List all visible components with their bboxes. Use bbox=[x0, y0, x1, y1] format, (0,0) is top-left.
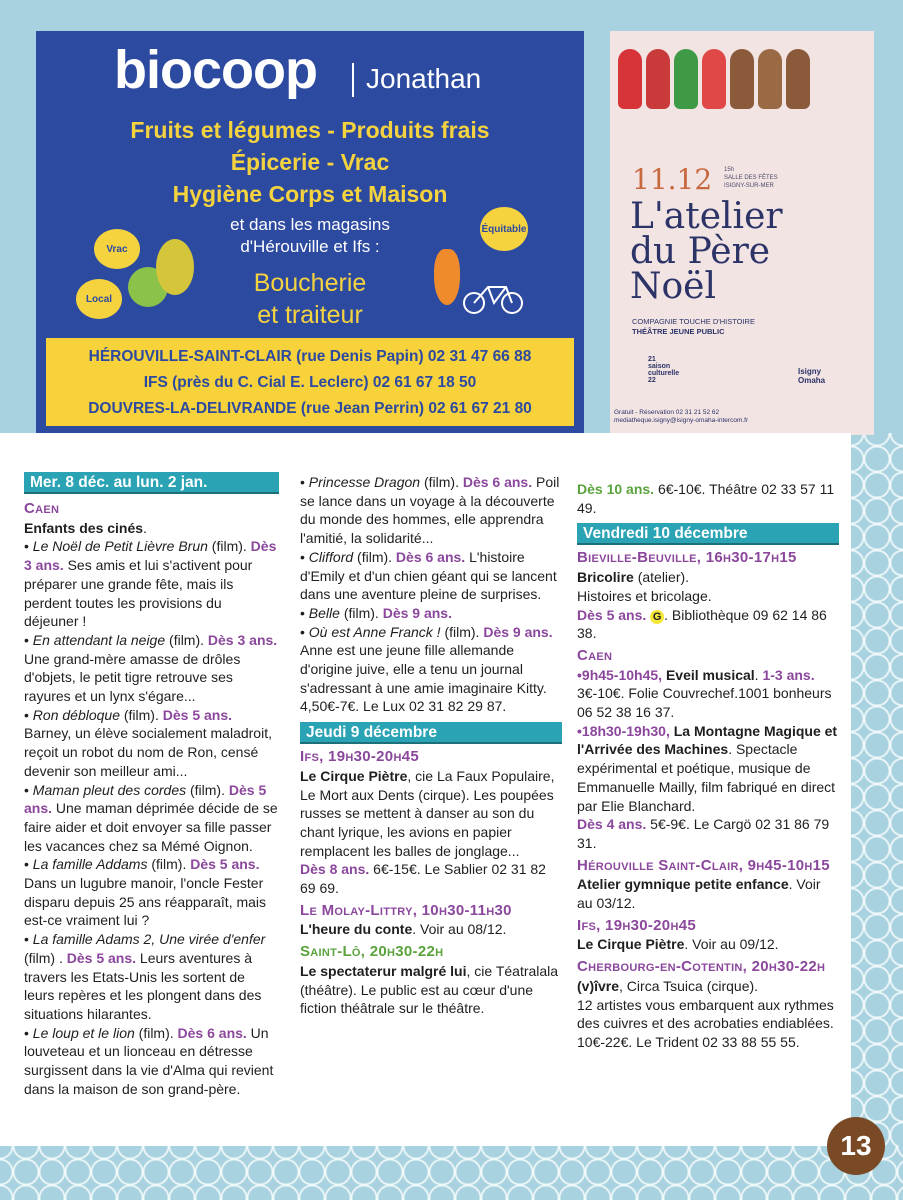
age-label: Dès 6 ans. bbox=[177, 1024, 247, 1041]
event-entry bbox=[577, 875, 839, 912]
logo-word-2: Omaha bbox=[798, 376, 826, 385]
column-3 bbox=[577, 480, 839, 1052]
age-label: Dès 5 ans. bbox=[66, 949, 137, 966]
event-description: . Voir au 03/12. bbox=[577, 876, 821, 912]
address-box bbox=[46, 338, 574, 426]
event-title: Atelier gymnique petite enfance bbox=[577, 876, 789, 893]
age-label: 1-3 ans. bbox=[762, 666, 815, 683]
event-kind: (atelier). bbox=[633, 569, 690, 586]
film-list bbox=[24, 537, 279, 1098]
reservation-info bbox=[614, 409, 748, 425]
event-price bbox=[577, 815, 839, 852]
pear-icon bbox=[156, 239, 194, 295]
film-item: • En attendant la neige (film). Dès 3 ans. Une grand-mère amasse de drôles d'objets, le petit tigre retrouve ses rayures et un lynx s'égare... bbox=[24, 631, 278, 705]
city-heading: Ifs, 19h30-20h45 bbox=[300, 748, 419, 766]
column-2 bbox=[300, 473, 562, 1018]
event-description: 3€-10€. Folie Couvrechef.1001 bonheurs 06 52 38 16 37. bbox=[577, 685, 832, 721]
reindeer-icon bbox=[730, 49, 754, 109]
film-kind: (film). bbox=[353, 548, 396, 565]
local-bubble: Local bbox=[76, 279, 122, 319]
carrot-icon bbox=[434, 249, 460, 305]
event-description: . Spectacle expérimental et poétique, musique de Emmanuelle Mailly, film fabriqué en direct par Elie Blanchard. bbox=[577, 741, 836, 814]
biocoop-logo: biocoop bbox=[114, 40, 317, 100]
film-description: Dans un lugubre manoir, l'oncle Fester disparu depuis 25 ans réapparaît, mais est-ce vraiment lui ? bbox=[24, 875, 267, 929]
city-heading: Caen bbox=[24, 500, 60, 517]
price-info: 4,50€-7€. Le Lux 02 31 82 29 87. bbox=[300, 698, 507, 715]
film-kind: (film). bbox=[207, 538, 251, 555]
event-description: Histoires et bricolage. bbox=[577, 587, 712, 604]
store-name: Jonathan bbox=[366, 63, 482, 94]
age-label: Dès 6 ans. bbox=[462, 474, 533, 490]
section-header: Jeudi 9 décembre bbox=[300, 722, 562, 744]
event-title: Bricolire bbox=[577, 569, 634, 586]
film-title: Princesse Dragon bbox=[308, 474, 421, 490]
film-description: Anne est une jeune fille allemande d'origine juive, elle a tenu un journal s'adressant à une amie imaginaire Kitty. bbox=[300, 642, 547, 696]
bicycle-icon bbox=[462, 275, 524, 320]
film-kind: (film). bbox=[134, 1024, 178, 1041]
season-culturelle: culturelle bbox=[648, 370, 680, 377]
reservation-phone: Gratuit - Réservation 02 31 21 52 62 bbox=[614, 409, 720, 416]
ad-sub-2: d'Hérouville et Ifs : bbox=[240, 237, 380, 256]
film-item: • Princesse Dragon (film). Dès 6 ans. Poil se lance dans un voyage à la découverte du monde des hommes, elle apprendra l'amitié, la solidarité... bbox=[300, 474, 560, 547]
logo-separator bbox=[352, 63, 354, 97]
age-label: Dès 4 ans. bbox=[577, 816, 647, 833]
section-header: Vendredi 10 décembre bbox=[577, 523, 839, 545]
event-description: , cie La Faux Populaire, Le Mort aux Dents (cirque). Les poupées russes se mettent à danser au son du chant lyrique, les avions en papier remplacent les balles de jonglage... bbox=[300, 767, 555, 859]
ad-big-2: et traiteur bbox=[257, 301, 363, 329]
event-title: Le spectaterur malgré lui bbox=[300, 962, 467, 979]
event-entry bbox=[300, 920, 562, 939]
film-title: Clifford bbox=[308, 548, 354, 565]
film-description: Ses amis et lui s'activent pour préparer une grande fête, mais ils perdent toutes les provisions du déjeuner ! bbox=[24, 557, 253, 630]
film-kind: (film). bbox=[420, 474, 463, 490]
film-description: Un louveteau et un lionceau en détresse surgissent dans la vie d'Alma qui revient dans la maison de son grand-père. bbox=[24, 1024, 274, 1097]
event-title: Enfants des cinés. bbox=[24, 519, 147, 536]
company-name: COMPAGNIE TOUCHE D'HISTOIRE bbox=[632, 317, 755, 326]
film-item: • Clifford (film). Dès 6 ans. L'histoire d'Emily et d'un chien géant qui se lancent dans une aventure pleine de surprises. bbox=[300, 548, 557, 603]
show-title-line-3: Noël bbox=[630, 266, 716, 307]
event-entry bbox=[300, 962, 562, 1018]
event-date: 11.12 bbox=[632, 163, 713, 196]
event-title: La Montagne Magique et l'Arrivée des Machines bbox=[577, 722, 838, 758]
film-kind: (film). bbox=[165, 631, 208, 648]
event-time: •9h45-10h45, bbox=[577, 666, 666, 683]
reservation-email: mediatheque.isigny@isigny-omaha-intercom.fr bbox=[614, 417, 749, 424]
season-logo bbox=[648, 356, 679, 384]
film-description: Barney, un élève socialement maladroit, reçoit un robot du nom de Ron, censé devenir son meilleur ami... bbox=[24, 725, 272, 779]
film-description: L'histoire d'Emily et d'un chien géant qui se lancent dans une aventure pleine de surprises. bbox=[300, 548, 557, 603]
event-entry bbox=[577, 935, 839, 954]
season-year-start: 21 bbox=[648, 356, 656, 363]
film-item: • La famille Adams 2, Une virée d'enfer (film) . Dès 5 ans. Leurs aventures à travers les Etats-Unis les sortent de leurs repères et les plongent dans des situations hilarantes. bbox=[24, 931, 266, 1022]
show-title bbox=[630, 196, 783, 307]
film-description: Une grand-mère amasse de drôles d'objets, le petit tigre retrouve ses rayures et un lynx s'égare... bbox=[24, 650, 241, 705]
price-contact: 6€-10€. Théâtre 02 33 57 11 49. bbox=[577, 481, 835, 516]
show-title-line-2: du Père bbox=[630, 231, 771, 272]
city-heading: Bieville-Beuville, 16h30-17h15 bbox=[577, 549, 797, 567]
film-item: • Le loup et le lion (film). Dès 6 ans. Un louveteau et un lionceau en détresse surgissent dans la vie d'Alma qui revient dans la maison de son grand-père. bbox=[24, 1024, 274, 1097]
film-item: • La famille Addams (film). Dès 5 ans. Dans un lugubre manoir, l'oncle Fester disparu depuis 25 ans réapparaît, mais est-ce vraiment lui ? bbox=[24, 856, 267, 929]
show-title-line-1: L'atelier bbox=[630, 196, 783, 237]
ad-line-2: Épicerie - Vrac bbox=[230, 149, 390, 175]
free-badge: G bbox=[650, 610, 664, 624]
age-label: Dès 6 ans. bbox=[395, 548, 466, 565]
event-time: 15h bbox=[724, 167, 735, 173]
city-heading: Le Molay-Littry, 10h30-11h30 bbox=[300, 901, 512, 919]
film-description: Une maman déprimée décide de se faire aider et doit envoyer sa fille passer les vacances chez sa Mémé Oignon. bbox=[24, 800, 278, 854]
address-ifs: IFS (près du C. Cial E. Leclerc) 02 61 67 18 50 bbox=[143, 374, 477, 391]
city-heading: Hérouville Saint-Clair, 9h45-10h15 bbox=[577, 856, 830, 874]
venue-line-1: SALLE DES FÊTES bbox=[724, 175, 778, 181]
venue-line-2: ISIGNY-SUR-MER bbox=[724, 183, 774, 189]
film-item: • Ron débloque (film). Dès 5 ans. Barney, un élève socialement maladroit, reçoit un robot du nom de Ron, censé devenir son meilleur ami... bbox=[24, 706, 272, 779]
film-description: Leurs aventures à travers les Etats-Unis les sortent de leurs repères et les plongent dans des situations hilarantes. bbox=[24, 949, 262, 1022]
city-heading: Caen bbox=[577, 646, 613, 664]
event-price bbox=[577, 480, 839, 517]
season-word: saison bbox=[648, 363, 671, 370]
season-year-end: 22 bbox=[648, 377, 656, 384]
age-label: Dès 9 ans. bbox=[483, 623, 553, 640]
event-description: , Circa Tsuica (cirque). bbox=[619, 977, 759, 994]
event-entry bbox=[577, 722, 839, 816]
event-title: (v)îvre bbox=[577, 977, 620, 994]
event-entry bbox=[300, 767, 562, 861]
event-title: Le Cirque Piètre bbox=[300, 767, 408, 784]
film-kind: (film). bbox=[119, 706, 163, 723]
event-description: . Voir au 08/12. bbox=[412, 921, 507, 938]
price-contact: 5€-9€. Le Cargö 02 31 86 79 31. bbox=[577, 816, 830, 851]
santa-claus-icon bbox=[646, 49, 670, 109]
ad-sub-1: et dans les magasins bbox=[230, 215, 390, 234]
film-item: • Belle (film). Dès 9 ans. bbox=[300, 604, 452, 621]
equitable-bubble: Équitable bbox=[480, 207, 528, 251]
event-time: •18h30-19h30, bbox=[577, 722, 674, 739]
address-herouville: HÉROUVILLE-SAINT-CLAIR (rue Denis Papin) 02 31 47 66 88 bbox=[88, 348, 532, 365]
film-item: • Maman pleut des cordes (film). Dès 5 ans. Une maman déprimée décide de se faire aider et doit envoyer sa fille passer les vacances chez sa Mémé Oignon. bbox=[24, 781, 278, 854]
age-label: Dès 3 ans. bbox=[207, 631, 278, 648]
ad-line-3: Hygiène Corps et Maison bbox=[172, 181, 448, 207]
age-label: Dès 9 ans. bbox=[382, 604, 452, 621]
event-entry bbox=[577, 666, 839, 722]
age-label: Dès 5 ans. bbox=[190, 856, 260, 873]
event-title: L'heure du conte bbox=[300, 921, 413, 938]
event-description: , cie Téatralala (théâtre). Le public est au cœur d'une fiction théâtrale sur le théâtre. bbox=[300, 962, 559, 1017]
event-venue bbox=[724, 166, 778, 190]
film-kind: (film). bbox=[186, 781, 229, 798]
decorative-pattern-right bbox=[851, 433, 903, 1200]
separator: . bbox=[754, 666, 763, 683]
biocoop-advertisement bbox=[36, 31, 584, 435]
price-contact: . Bibliothèque 09 62 14 86 38. bbox=[577, 606, 827, 642]
film-kind: (film). bbox=[147, 856, 191, 873]
event-title-text: Enfants des cinés bbox=[24, 519, 144, 536]
event-price bbox=[300, 860, 562, 897]
film-title: Le Noël de Petit Lièvre Brun bbox=[32, 538, 208, 555]
event-title: Eveil musical bbox=[665, 666, 755, 683]
price-contact: 6€-15€. Le Sablier 02 31 82 69 69. bbox=[300, 861, 546, 897]
film-title: Le loup et le lion bbox=[32, 1024, 135, 1041]
agenda-panel bbox=[0, 433, 851, 1146]
film-kind: (film). bbox=[339, 604, 383, 621]
section-header: Mer. 8 déc. au lun. 2 jan. bbox=[24, 472, 279, 494]
event-price bbox=[577, 606, 839, 643]
elf-icon bbox=[674, 49, 698, 109]
age-label: Dès 5 ans. bbox=[577, 606, 647, 623]
noel-advertisement bbox=[610, 31, 874, 435]
age-label: Dès 8 ans. bbox=[300, 861, 370, 878]
film-title: La famille Adams 2, Une virée d'enfer bbox=[32, 931, 266, 948]
page-number-badge: 13 bbox=[827, 1117, 885, 1175]
film-kind: (film) . bbox=[24, 949, 67, 966]
isigny-omaha-logo bbox=[798, 367, 825, 385]
ad-line-1: Fruits et légumes - Produits frais bbox=[130, 117, 490, 143]
age-label: Dès 10 ans. bbox=[577, 481, 655, 497]
logo-word-1: Isigny bbox=[798, 367, 822, 376]
elf-girl-icon bbox=[702, 49, 726, 109]
company-info bbox=[632, 317, 755, 337]
event-description: . Voir au 09/12. bbox=[684, 936, 779, 953]
age-label: Dès 5 ans. bbox=[162, 706, 233, 723]
age-label: Dès 3 ans. bbox=[24, 538, 277, 574]
event-entry bbox=[577, 977, 839, 996]
film-title: La famille Addams bbox=[32, 856, 148, 873]
ad-big-1: Boucherie bbox=[253, 269, 367, 297]
address-douvres: DOUVRES-LA-DELIVRANDE (rue Jean Perrin) 02 61 67 21 80 bbox=[88, 400, 532, 417]
event-title: Le Cirque Piètre bbox=[577, 936, 685, 953]
film-title: Belle bbox=[308, 604, 340, 621]
decorative-pattern-bottom bbox=[0, 1146, 903, 1200]
vrac-bubble: Vrac bbox=[94, 229, 140, 269]
film-title: Maman pleut des cordes bbox=[32, 781, 187, 798]
city-heading: Cherbourg-en-Cotentin, 20h30-22h bbox=[577, 958, 826, 976]
film-title: Ron débloque bbox=[32, 706, 120, 723]
film-item: • Où est Anne Franck ! (film). Dès 9 ans. Anne est une jeune fille allemande d'origine juive, elle a tenu un journal s'adressant à une amie imaginaire Kitty. bbox=[300, 623, 553, 696]
reindeer-icon bbox=[786, 49, 810, 109]
film-title: Où est Anne Franck ! bbox=[308, 623, 441, 640]
christmas-characters-illustration bbox=[618, 49, 810, 109]
film-title: En attendant la neige bbox=[32, 631, 166, 648]
city-heading: Saint-Lô, 20h30-22h bbox=[300, 943, 444, 961]
film-item: • Le Noël de Petit Lièvre Brun (film). Dès 3 ans. Ses amis et lui s'activent pour préparer une grande fête, mais ils perdent toutes les provisions du déjeuner ! bbox=[24, 538, 277, 630]
event-entry bbox=[577, 568, 839, 587]
city-heading: Ifs, 19h30-20h45 bbox=[577, 916, 696, 934]
film-kind: (film). bbox=[440, 623, 484, 640]
film-description: Poil se lance dans un voyage à la découverte du monde des hommes, elle apprendra l'amitié, la solidarité... bbox=[300, 474, 560, 547]
column-1 bbox=[24, 472, 279, 1099]
age-label: Dès 5 ans. bbox=[24, 781, 267, 817]
reindeer-icon bbox=[758, 49, 782, 109]
audience-label: THÉÂTRE JEUNE PUBLIC bbox=[632, 327, 725, 336]
santa-icon bbox=[618, 49, 642, 109]
price-contact: 10€-22€. Le Trident 02 33 88 55 55. bbox=[577, 1033, 800, 1050]
event-description: 12 artistes vous embarquent aux rythmes des cuivres et des acrobaties endiablées. bbox=[577, 996, 834, 1032]
